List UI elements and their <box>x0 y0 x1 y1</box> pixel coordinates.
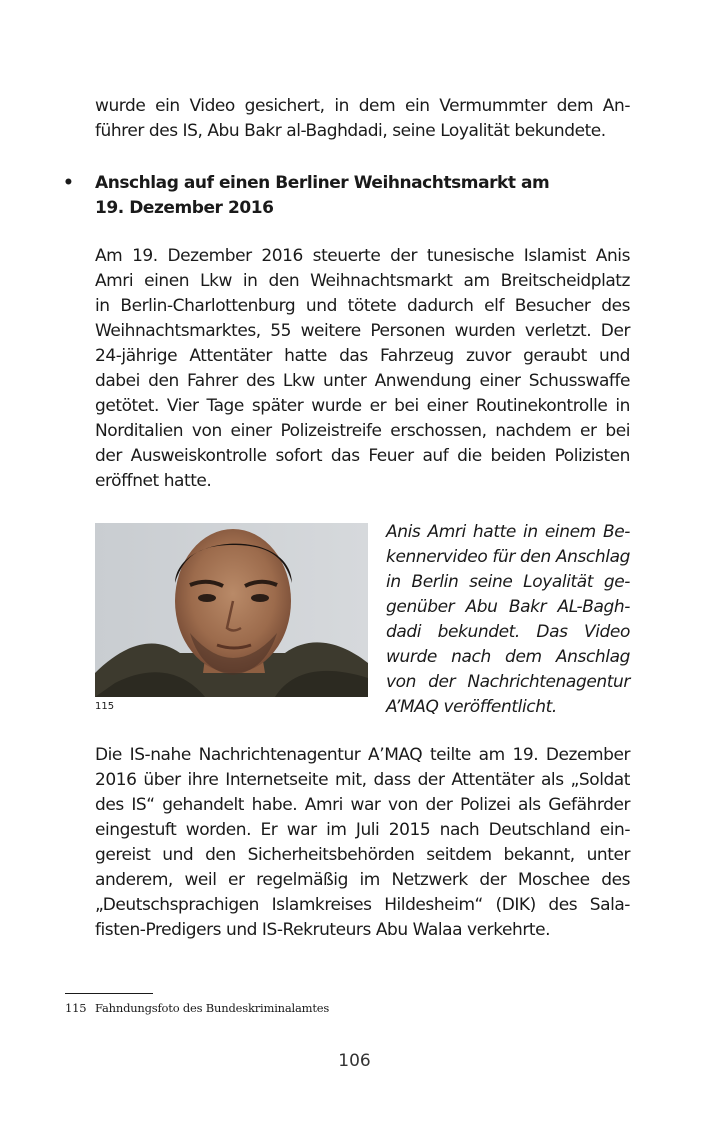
caption-line: A’MAQ veröffentlicht. <box>386 697 557 717</box>
caption-line: von der Nachrichtenagentur <box>386 672 630 692</box>
body-paragraph-1 <box>95 244 630 494</box>
section-heading <box>95 171 630 221</box>
caption-line: in Berlin seine Loyalität ge- <box>386 572 630 592</box>
text-line: gereist und den Sicherheitsbehörden seitdem bekannt, unter <box>95 845 630 865</box>
page-number: 106 <box>338 1051 371 1071</box>
text-line: Amri einen Lkw in den Weihnachtsmarkt am Breitscheidplatz <box>95 271 630 291</box>
text-line: der Ausweiskontrolle sofort das Feuer auf die beiden Polizisten <box>95 446 630 466</box>
text-line: des IS“ gehandelt habe. Amri war von der Polizei als Gefährder <box>95 795 630 815</box>
text-line: eröffnet hatte. <box>95 471 212 491</box>
portrait-photo <box>95 523 368 697</box>
footnote-divider <box>65 993 153 994</box>
caption-line: kennervideo für den Anschlag <box>386 547 630 567</box>
text-line: Die IS-nahe Nachrichtenagentur A’MAQ teilte am 19. Dezember <box>95 745 630 765</box>
footnote-number: 115 <box>65 1001 87 1015</box>
figure-caption <box>386 520 630 720</box>
text-line: fisten-Predigers und IS-Rekruteurs Abu Walaa verkehrte. <box>95 920 551 940</box>
text-line: 24-jährige Attentäter hatte das Fahrzeug zuvor geraubt und <box>95 346 630 366</box>
body-paragraph-2 <box>95 743 630 943</box>
text-line: „Deutschsprachigen Islamkreises Hildesheim“ (DIK) des Sala- <box>95 895 630 915</box>
caption-line: genüber Abu Bakr AL-Bagh- <box>386 597 630 617</box>
text-line: getötet. Vier Tage später wurde er bei einer Routinekontrolle in <box>95 396 630 416</box>
portrait-illustration <box>95 523 368 697</box>
caption-line: Anis Amri hatte in einem Be- <box>386 522 630 542</box>
text-line: in Berlin-Charlottenburg und tötete dadurch elf Besucher des <box>95 296 630 316</box>
heading-line: 19. Dezember 2016 <box>95 198 274 218</box>
text-line: wurde ein Video gesichert, in dem ein Vermummter dem An- <box>95 96 630 116</box>
caption-line: dadi bekundet. Das Video <box>386 622 630 642</box>
text-line: 2016 über ihre Internetseite mit, dass der Attentäter als „Soldat <box>95 770 630 790</box>
text-line: anderem, weil er regelmäßig im Netzwerk der Moschee des <box>95 870 630 890</box>
heading-line: Anschlag auf einen Berliner Weihnachtsmarkt am <box>95 173 550 193</box>
text-line: eingestuft worden. Er war im Juli 2015 nach Deutschland ein- <box>95 820 630 840</box>
footnote <box>65 1001 329 1016</box>
text-line: führer des IS, Abu Bakr al-Baghdadi, seine Loyalität bekundete. <box>95 121 606 141</box>
text-line: dabei den Fahrer des Lkw unter Anwendung einer Schusswaffe <box>95 371 630 391</box>
text-line: Norditalien von einer Polizeistreife erschossen, nachdem er bei <box>95 421 630 441</box>
bullet-marker: • <box>63 173 74 193</box>
figure-number: 115 <box>95 701 115 712</box>
caption-line: wurde nach dem Anschlag <box>386 647 630 667</box>
intro-paragraph <box>95 94 630 144</box>
footnote-text: Fahndungsfoto des Bundeskriminalamtes <box>95 1001 330 1015</box>
text-line: Am 19. Dezember 2016 steuerte der tunesische Islamist Anis <box>95 246 630 266</box>
text-line: Weihnachtsmarktes, 55 weitere Personen wurden verletzt. Der <box>95 321 630 341</box>
